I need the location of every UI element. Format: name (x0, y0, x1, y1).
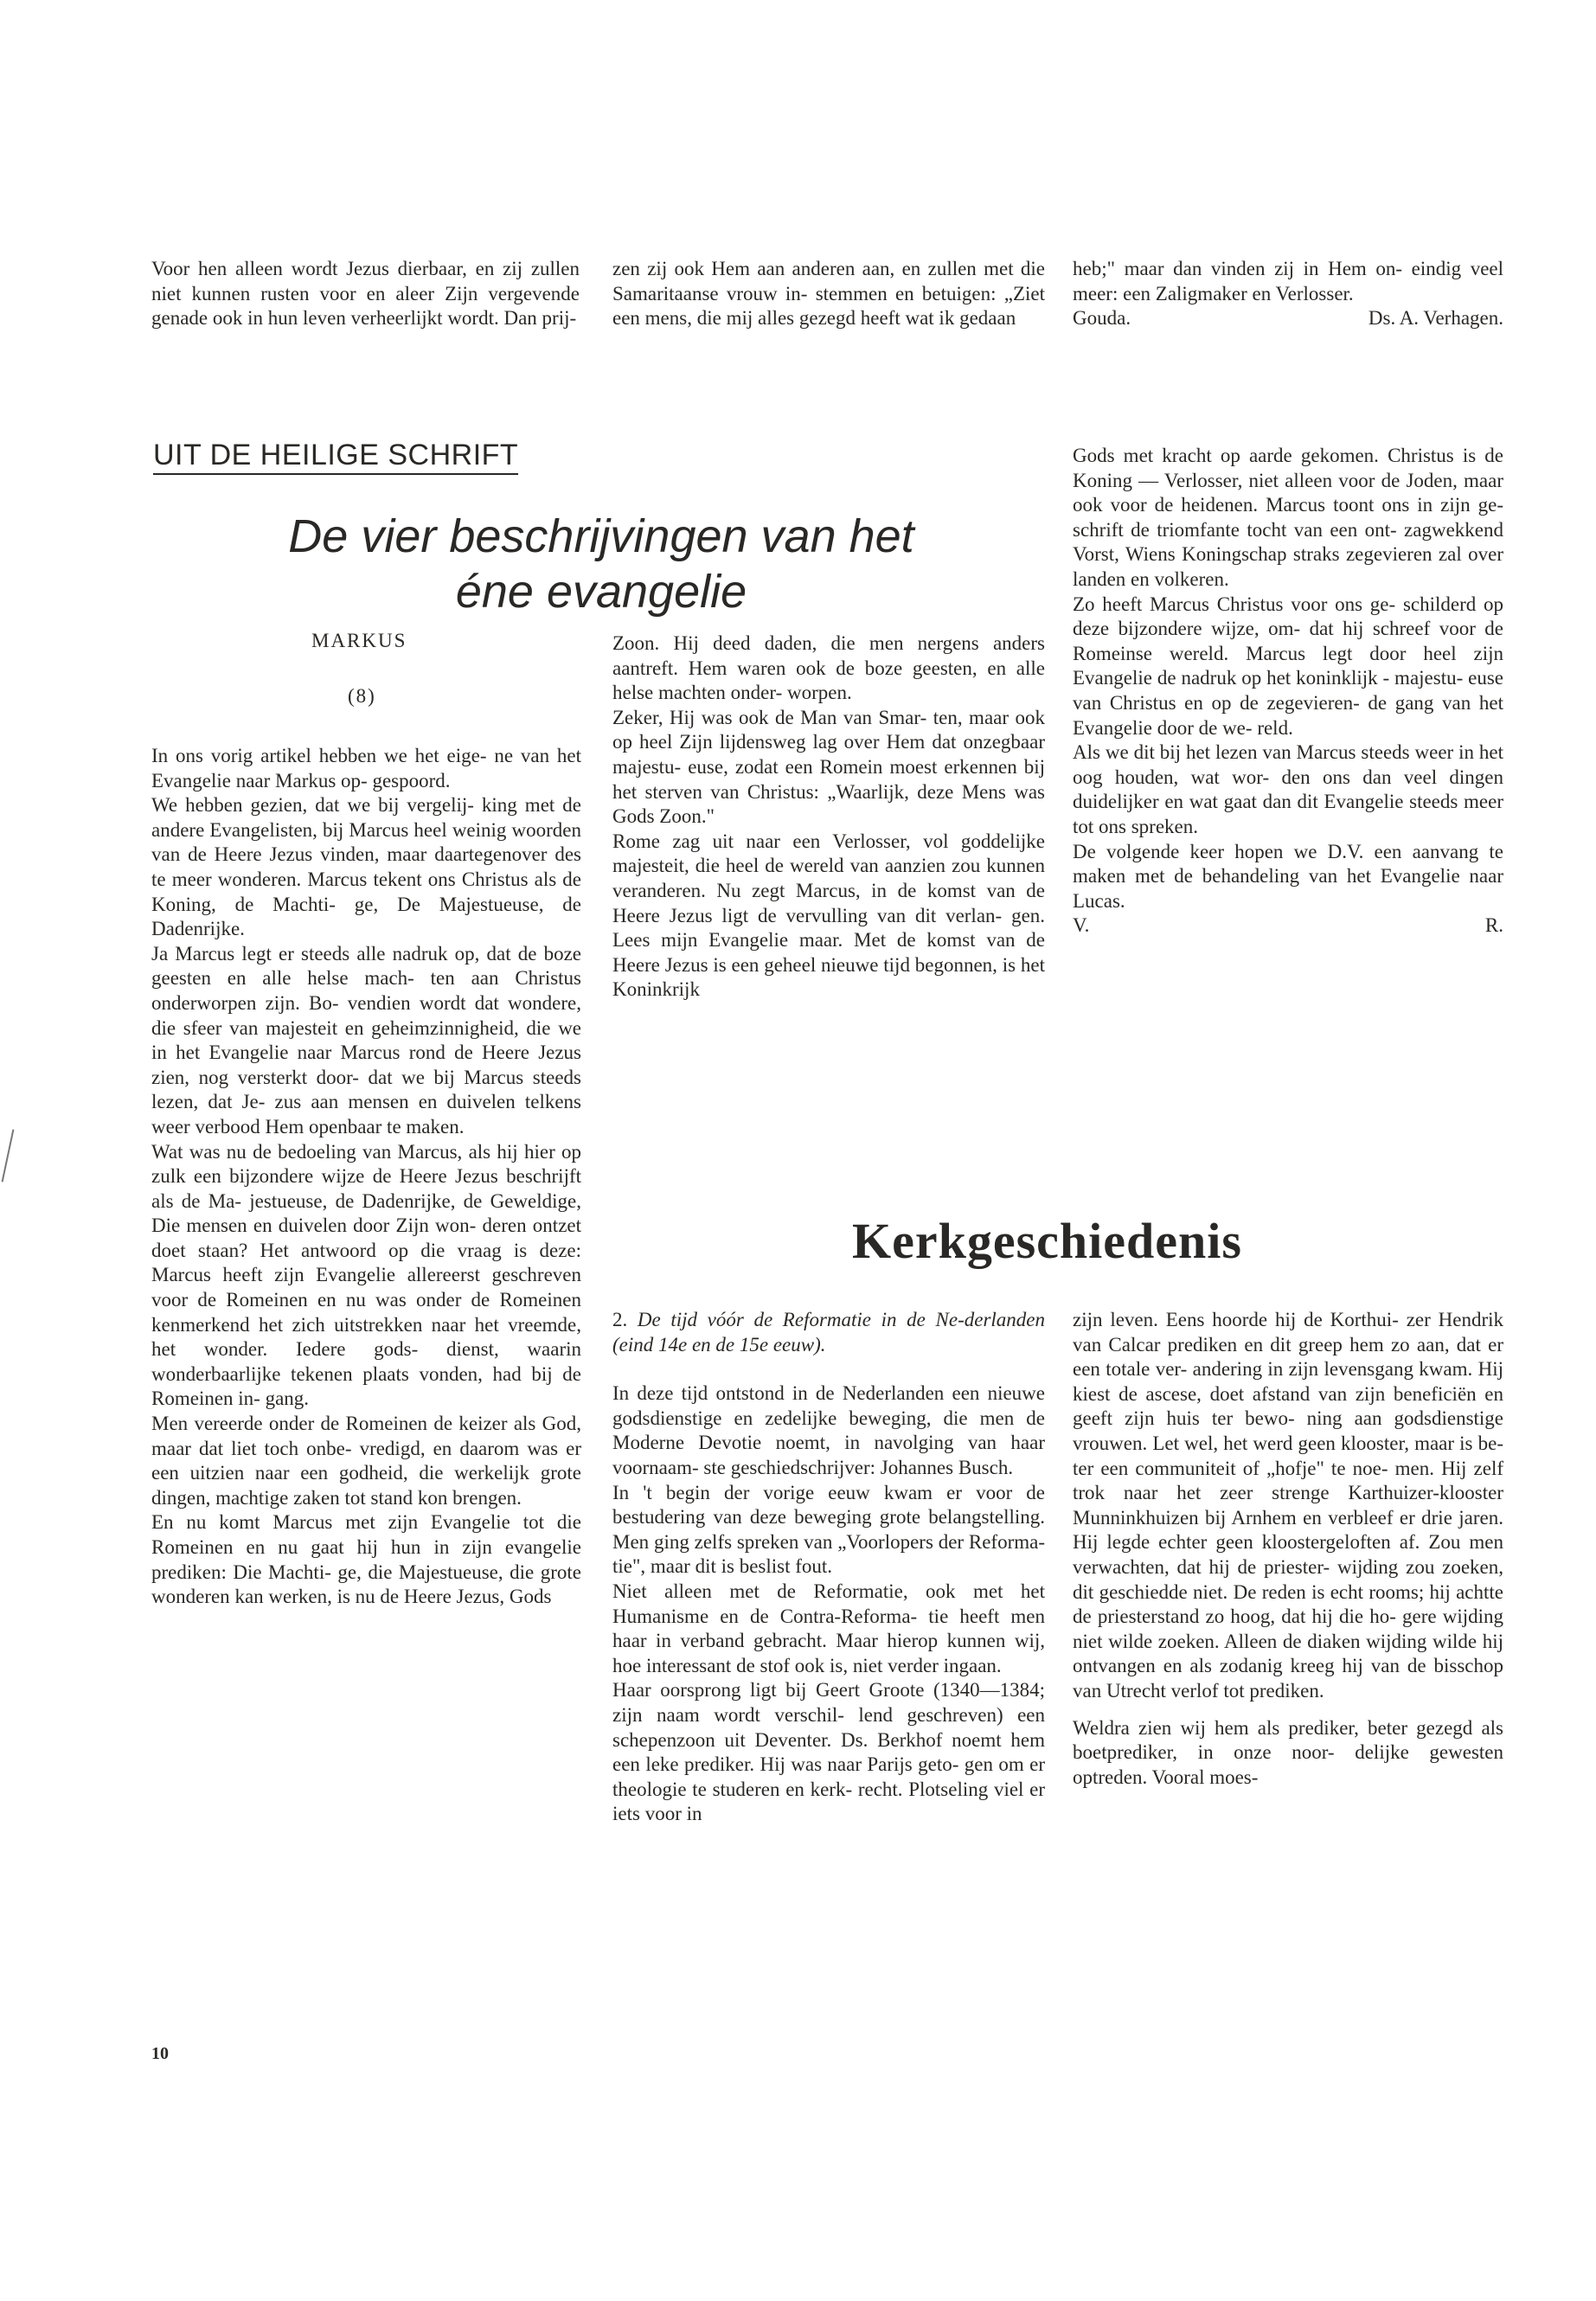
paragraph: Niet alleen met de Reformatie, ook met het Humanisme en de Contra-Reforma- tie heeft men haar in verband gebracht. Maar hierop kunnen wij, hoe interessant de stof ook is, niet verder ingaan. (612, 1580, 1046, 1676)
article-col-3 (1073, 444, 1503, 939)
paragraph: In deze tijd ontstond in de Nederlanden een nieuwe godsdienstige en zedelijke beweging, die men de Moderne Devotie noemt, in navolging van haar voornaam- ste geschiedschrijver: Johannes Busch. (612, 1382, 1046, 1478)
kerkgeschiedenis-heading: Kerkgeschiedenis (852, 1213, 1242, 1269)
signature-left: V. (1073, 914, 1090, 937)
kerk-subheading: 2. De tijd vóór de Reformatie in de Ne-derlanden (eind 14e en de 15e eeuw). (612, 1309, 1045, 1356)
section-label: UIT DE HEILIGE SCHRIFT (153, 437, 518, 475)
paragraph: We hebben gezien, dat we bij vergelij- king met de andere Evangelisten, bij Marcus heel weinig woorden van de Heere Jezus vinden, maar daartegenover des te meer wonderen. Marcus tekent ons Christus als de Koning, de Machti- ge, De Majestueuse, de Dadenrijke. (151, 794, 582, 940)
author: Ds. A. Verhagen. (1368, 307, 1503, 330)
paragraph: Zoon. Hij deed daden, die men nergens anders aantreft. Hem waren ook de boze geesten, en alle helse machten onder- worpen. (612, 632, 1045, 704)
kerk-col-1 (612, 1308, 1045, 1827)
paragraph: Ja Marcus legt er steeds alle nadruk op, dat de boze geesten en alle helse mach- ten aan Christus onderworpen zijn. Bo- vendien wordt dat wondere, die sfeer van majesteit en geheimzinnigheid, die we in het Evangelie naar Marcus rond de Heere Jezus zien, nog versterkt door- dat we bij Marcus steeds lezen, dat Je- zus aan mensen en duivelen telkens weer verbood Hem openbaar te maken. (151, 942, 582, 1138)
article-title (216, 509, 986, 619)
top-col-1 (151, 257, 580, 331)
top-col-2 (612, 257, 1045, 331)
paragraph: In 't begin der vorige eeuw kwam er voor de bestudering van deze beweging grote belangstelling. Men ging zelfs spreken van „Voorlopers der Reforma- tie", maar dit is beslist fout. (612, 1481, 1045, 1578)
paragraph: De volgende keer hopen we D.V. een aanvang te maken met de behandeling van het Evangelie naar Lucas. (1073, 840, 1503, 912)
page-number: 10 (151, 2044, 169, 2063)
title-line-2: éne evangelie (455, 566, 747, 618)
paragraph: En nu komt Marcus met zijn Evangelie tot die Romeinen en nu gaat hij hun in zijn evangelie prediken: Die Machti- ge, die Majestueuse, die grote wonderen kan werken, is nu de Heere Jezus, Gods (151, 1511, 582, 1608)
subtitle: MARKUS (311, 630, 407, 651)
paragraph: Haar oorsprong ligt bij Geert Groote (1340—1384; zijn naam wordt verschil- lend geschreven) een schepenzoon uit Deventer. Ds. Berkhof noemt hem een leke prediker. Hij was naar Parijs geto- gen om er theologie te studeren en kerk- recht. Plotseling viel er iets voor in (612, 1679, 1046, 1825)
top-col-3 (1073, 257, 1503, 331)
part-number: (8) (348, 685, 376, 707)
paragraph: Voor hen alleen wordt Jezus dierbaar, en zij zullen niet kunnen rusten voor en aleer Zijn vergevende genade ook in hun leven verheerlijkt wordt. Dan prij- (151, 258, 580, 330)
paragraph: zen zij ook Hem aan anderen aan, en zullen met die Samaritaanse vrouw in- stemmen en betuigen: „Ziet een mens, die mij alles gezegd heeft wat ik gedaan (612, 258, 1046, 330)
title-line-1: De vier beschrijvingen van het (288, 510, 914, 562)
signature-line (1073, 913, 1503, 939)
paragraph: Rome zag uit naar een Verlosser, vol goddelijke majesteit, die heel de wereld van aanzien zou kunnen veranderen. Nu zegt Marcus, in de komst van de Heere Jezus ligt de vervulling van dit verlan- gen. Lees mijn Evangelie maar. Met de komst van de Heere Jezus is een geheel nieuwe tijd begonnen, is het Koninkrijk (612, 830, 1046, 1001)
paragraph: Als we dit bij het lezen van Marcus steeds weer in het oog houden, wat wor- den ons dan veel dingen duidelijker en wat gaat dan dit Evangelie steeds meer tot ons spreken. (1073, 741, 1503, 837)
kerk-col-2 (1073, 1308, 1503, 1790)
paragraph: Zeker, Hij was ook de Man van Smar- ten, maar ook op heel Zijn lijdensweg lag over Hem dat onzegbaar majestu- euse, zodat een Romein moest erkennen bij het sterven van Christus: „Waarlijk, deze Mens was Gods Zoon." (612, 706, 1045, 828)
signature-line (1073, 306, 1503, 331)
paragraph: Gods met kracht op aarde gekomen. Christus is de Koning — Verlosser, niet alleen voor de Joden, maar ook voor de heidenen. Marcus toont ons in zijn ge- schrift de triomfante tocht van een ont- zagwekkend Vorst, Wiens Koningschap straks zegevieren zal over landen en volkeren. (1073, 445, 1504, 590)
paragraph: Wat was nu de bedoeling van Marcus, als hij hier op zulk een bijzondere wijze de Heere Jezus beschrijft als de Ma- jestueuse, de Dadenrijke, de Geweldige, Die mensen en duivelen door Zijn won- deren ontzet doet staan? Het antwoord op die vraag is deze: Marcus heeft zijn Evangelie allereerst geschreven voor de Romeinen en nu was onder de Romeinen kenmerkend het zich uitstrekken naar het vreemde, het wonder. Iedere gods- dienst, waarin wonderbaarlijke tekenen plaats vonden, had bij de Romeinen in- gang. (151, 1140, 582, 1410)
paragraph: Zo heeft Marcus Christus voor ons ge- schilderd op deze bijzondere wijze, om- dat hij schreef voor de Romeinse wereld. Marcus legt door heel zijn Evangelie de nadruk op het koninklijk - majestu- euse van Christus en op de zegevieren- de gang van het Evangelie door de we- reld. (1073, 593, 1504, 739)
signature-right: R. (1484, 914, 1503, 937)
margin-mark (2, 1129, 15, 1182)
paragraph: heb;" maar dan vinden zij in Hem on- eindig veel meer: een Zaligmaker en Verlosser. (1073, 258, 1503, 304)
paragraph: Men vereerde onder de Romeinen de keizer als God, maar dat liet toch onbe- vredigd, en daarom was er een uitzien naar een godheid, die werkelijk grote dingen, machtige zaken tot stand kon brengen. (151, 1413, 582, 1509)
paragraph: Weldra zien wij hem als prediker, beter gezegd als boetprediker, in onze noor- delijke gewesten optreden. Vooral moes- (1073, 1716, 1504, 1788)
paragraph: In ons vorig artikel hebben we het eige- ne van het Evangelie naar Markus op- gespoord. (151, 745, 581, 792)
place: Gouda. (1073, 307, 1131, 330)
paragraph: zijn leven. Eens hoorde hij de Korthui- zer Hendrik van Calcar prediken en dit greep hem zo aan, dat er een totale ver- andering in zijn levensgang kwam. Hij kiest de ascese, doet afstand van zijn beneficiën en geeft zijn huis ter bewo- ning aan godsdienstige vrouwen. Let wel, het werd geen klooster, maar is be- ter een communiteit of „hofje" te noe- men. Hij zelf trok naar het zeer strenge Karthuizer-klooster Munninkhuizen bij Arnhem en verbleef er drie jaren. Hij legde echter geen kloostergeloften af. Zou men verwachten, dat hij de priester- wijding zou zoeken, dit geschiedde niet. De reden is echt rooms; hij achtte de priesterstand zo hoog, dat hij die ho- gere wijding niet wilde zoeken. Alleen de diaken wijding wilde hij ontvangen en als zodanig kreeg hij van de bisschop van Utrecht verlof tot prediken. (1073, 1309, 1504, 1702)
article-col-2 (612, 631, 1045, 1003)
article-col-1 (151, 744, 581, 1610)
